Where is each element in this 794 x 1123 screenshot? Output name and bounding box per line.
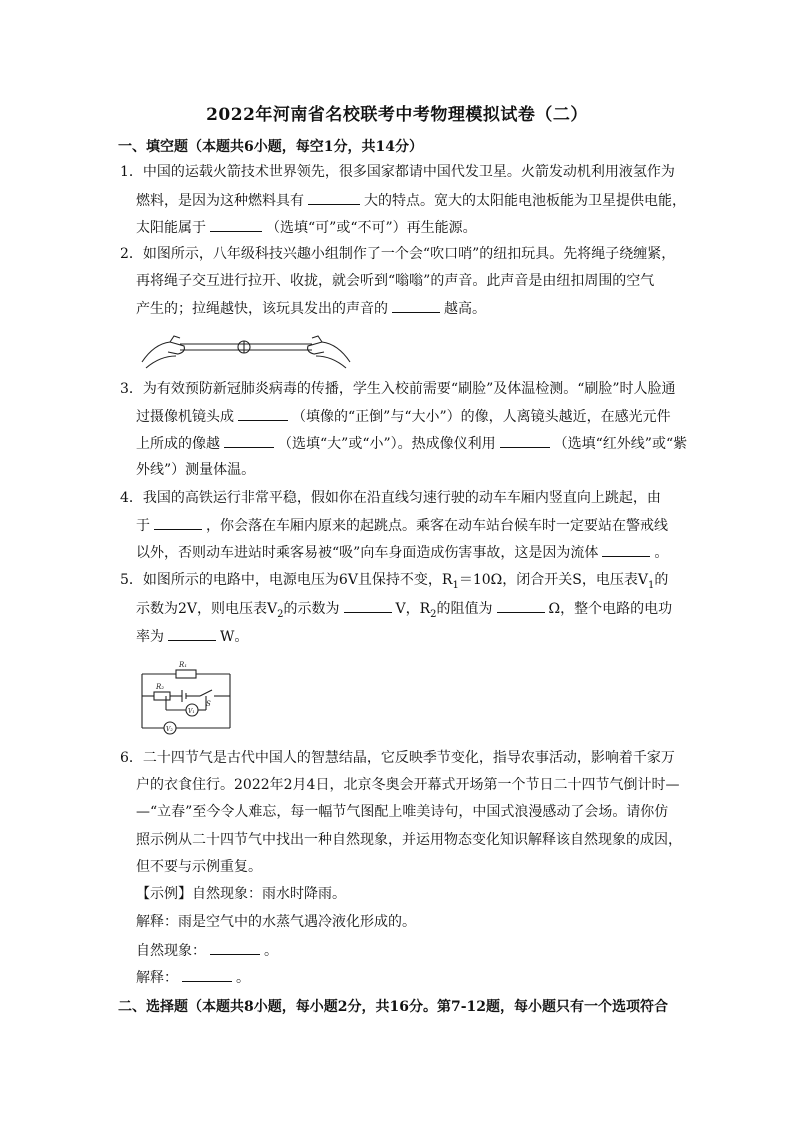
q5-text: ＝10Ω，闭合开关S，电压表V (458, 572, 648, 588)
page-title: 2022年河南省名校联考中考物理模拟试卷（二） (206, 105, 588, 125)
answer-blank[interactable] (500, 433, 550, 448)
resistor-r2 (154, 692, 170, 700)
answer-blank[interactable] (238, 406, 288, 421)
q3-text: 上所成的像越 (136, 436, 220, 452)
label-v1: V₁ (188, 708, 195, 715)
q5-text: 的 (654, 572, 669, 588)
q1-text: 燃料，是因为这种燃料具有 (136, 193, 304, 209)
answer-blank[interactable] (168, 626, 216, 641)
q2-text: 产生的；拉绳越快，该玩具发出的声音的 (136, 301, 388, 317)
q3-text: （选填“红外线”或“紫 (553, 436, 688, 452)
answer-blank[interactable] (182, 967, 232, 982)
label-r2: R₂ (156, 683, 165, 691)
q6-text: 解释： (136, 970, 178, 986)
label-r1: R₁ (179, 661, 188, 669)
answer-blank[interactable] (210, 217, 262, 232)
q3-text: 过摄像机镜头成 (136, 409, 234, 425)
q5-text: W。 (220, 629, 249, 645)
q5-text: 示数为2V，则电压表V (136, 601, 278, 617)
subscript: 2 (277, 608, 284, 620)
q5-text: 率为 (136, 629, 164, 645)
circuit-diagram (136, 656, 236, 738)
q4-text: 。 (654, 545, 669, 561)
answer-blank[interactable] (308, 190, 360, 205)
q1-line-3 (136, 217, 477, 238)
q4-text: 以外，否则动车进站时乘客易被“吸”向车身面造成伤害事故，这是因为流体 (136, 545, 599, 561)
q6-explanation: 解释：雨是空气中的水蒸气遇冷液化形成的。 (136, 914, 416, 930)
q5-line-1 (120, 570, 668, 596)
answer-blank[interactable] (344, 598, 392, 613)
q6-line-5: 但不要与示例重复。 (136, 859, 262, 875)
subscript: 1 (452, 579, 459, 591)
q6-text: 。 (264, 943, 278, 959)
q5-text: 5．如图所示的电路中，电源电压为6V且保持不变，R (120, 572, 453, 588)
q5-line-2 (136, 598, 672, 625)
q4-line-1: 4．我国的高铁运行非常平稳，假如你在沿直线匀速行驶的动车车厢内竖直向上跳起，由 (120, 490, 661, 506)
button-toy-figure (140, 322, 352, 372)
subscript: 2 (430, 608, 437, 620)
q6-phenomenon-line (136, 940, 278, 961)
q4-text: ，你会落在车厢内原来的起跳点。乘客在动车站台候车时一定要站在警戒线 (206, 518, 668, 534)
q1-text: （选填“可”或“不可”）再生能源。 (266, 220, 477, 236)
q6-line-4: 照示例从二十四节气中找出一种自然现象，并运用物态变化知识解释该自然现象的成因， (136, 832, 682, 848)
q2-line-1: 2．如图所示，八年级科技兴趣小组制作了一个会“吹口哨”的纽扣玩具。先将绳子绕缠紧， (120, 246, 676, 262)
q5-text: Ω，整个电路的电功 (548, 601, 673, 617)
q6-explain-line (136, 967, 250, 988)
q3-text: （填像的“正倒”与“大小”）的像，人离镜头越近，在感光元件 (292, 409, 671, 425)
answer-blank[interactable] (210, 940, 260, 955)
answer-blank[interactable] (224, 433, 274, 448)
q2-line-2: 再将绳子交互进行拉开、收拢，就会听到“嗡嗡”的声音。此声音是由纽扣周围的空气 (136, 273, 655, 289)
subscript: 1 (647, 579, 655, 591)
answer-blank[interactable] (602, 542, 650, 557)
label-s: S (206, 700, 211, 708)
q3-line-4: 外线”）测量体温。 (136, 462, 256, 478)
answer-blank[interactable] (154, 515, 202, 530)
q1-text: 大的特点。宽大的太阳能电池板能为卫星提供电能， (364, 193, 686, 209)
q5-text: V，R (395, 601, 431, 617)
q5-line-3 (136, 626, 248, 647)
q6-line-2: 户的衣食住行。2022年2月4日，北京冬奥会开幕式开场第一个节日二十四节气倒计时— (136, 777, 680, 793)
q4-line-3 (136, 542, 668, 563)
section-1-heading: 一、填空题（本题共6小题，每空1分，共14分） (118, 139, 423, 155)
q3-line-2 (136, 406, 671, 427)
q5-text: 的示数为 (283, 601, 340, 617)
q2-line-3 (136, 298, 486, 319)
q6-text: 。 (236, 970, 250, 986)
q1-line-1: 1．中国的运载火箭技术世界领先，很多国家都请中国代发卫星。火箭发动机利用液氢作为 (120, 164, 675, 180)
q2-text: 越高。 (444, 301, 486, 317)
q6-text: 自然现象： (136, 943, 206, 959)
q3-line-3 (136, 433, 687, 454)
q6-line-3: —“立春”至今令人难忘，每一幅节气图配上唯美诗句，中国式浪漫感动了会场。请你仿 (136, 804, 669, 820)
label-v2: V₂ (166, 726, 173, 733)
q3-line-1: 3．为有效预防新冠肺炎病毒的传播，学生入校前需要“刷脸”及体温检测。“刷脸”时人脸通 (120, 381, 676, 397)
q3-text: （选填“大”或“小”）。热成像仪利用 (278, 436, 496, 452)
answer-blank[interactable] (392, 298, 440, 313)
q6-example: 【示例】自然现象：雨水时降雨。 (136, 886, 346, 902)
q6-line-1: 6．二十四节气是古代中国人的智慧结晶，它反映季节变化，指导农事活动，影响着千家万 (120, 750, 675, 766)
resistor-r1 (176, 670, 196, 678)
section-2-heading: 二、选择题（本题共8小题，每小题2分，共16分。第7-12题，每小题只有一个选项符合 (118, 999, 668, 1015)
q1-text: 太阳能属于 (136, 220, 206, 236)
q1-line-2 (136, 190, 686, 211)
q4-line-2 (136, 515, 668, 536)
answer-blank[interactable] (497, 598, 545, 613)
q5-text: 的阻值为 (436, 601, 493, 617)
q4-text: 于 (136, 518, 150, 534)
